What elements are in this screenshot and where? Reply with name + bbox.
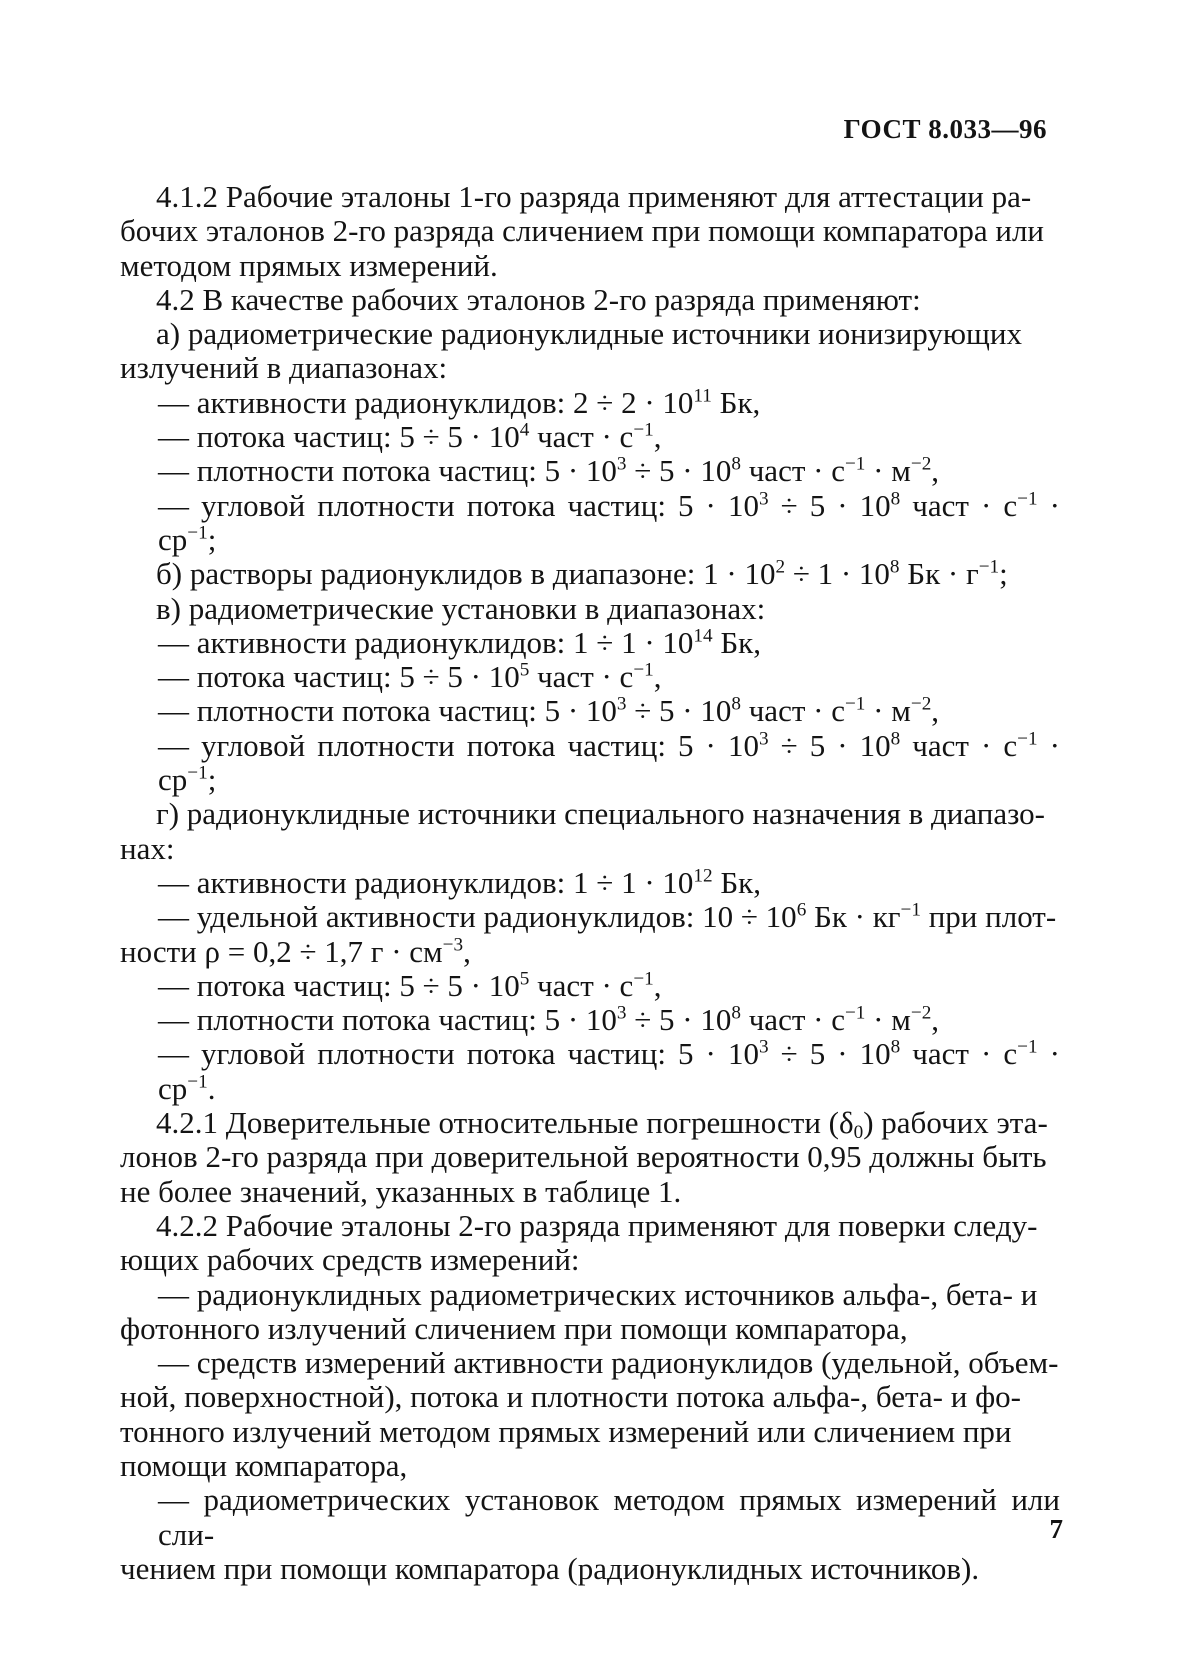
list-item-1-line-2: фотонного излучений сличением при помощи компаратора, bbox=[120, 1310, 908, 1346]
item-a-activity: — активности радионуклидов: $2 \div 2 \cdot 10^{11}$ Бк, bbox=[158, 384, 761, 420]
item-v-flux-density: — плотности потока частиц: $5 \cdot 10^3 \div 5 \cdot 10^8$ част · $с^{-1} \cdot м^{-2}$, bbox=[158, 693, 940, 729]
para-4-2-1-line-1: 4.2.1 Доверительные относительные погрешности $(\delta_0)$ рабочих эта- bbox=[156, 1105, 1048, 1143]
item-a-angular-density: — угловой плотности потока частиц: $5 \cdot 10^3 \div 5 \cdot 10^8$ част · $с^{-1} \cdot ср^{-1}$; bbox=[158, 487, 1060, 557]
list-item-2-line-3: тонного излучений методом прямых измерений или сличением при bbox=[120, 1413, 1012, 1449]
para-4-2-1-line-3: не более значений, указанных в таблице 1. bbox=[120, 1173, 682, 1209]
item-a-flux: — потока частиц: $5 \div 5 \cdot 10^4$ част · $с^{-1}$, bbox=[158, 419, 662, 455]
item-g-activity: — активности радионуклидов: $1 \div 1 \cdot 10^{12}$ Бк, bbox=[158, 864, 761, 900]
list-item-3-line-1: — радиометрических установок методом прямых измерений или сли- bbox=[158, 1482, 1060, 1552]
para-4-2-heading: 4.2 В качестве рабочих эталонов 2-го разряда применяют: bbox=[156, 281, 921, 317]
body-text bbox=[120, 180, 1060, 1586]
item-v-line-1: в) радиометрические установки в диапазонах: bbox=[156, 590, 766, 626]
para-4-1-2-line-3: методом прямых измерений. bbox=[120, 247, 498, 283]
item-g-density-condition: ности ρ = 0,2 ÷ 1,7 $г \cdot см^{-3}$, bbox=[120, 933, 471, 969]
page-number: 7 bbox=[1049, 1514, 1063, 1544]
item-a-flux-density: — плотности потока частиц: $5 \cdot 10^3 \div 5 \cdot 10^8$ част · $с^{-1} \cdot м^{-2}$, bbox=[158, 453, 940, 489]
item-v-activity: — активности радионуклидов: $1 \div 1 \cdot 10^{14}$ Бк, bbox=[158, 624, 761, 660]
list-item-2-line-1: — средств измерений активности радионуклидов (удельной, объем- bbox=[158, 1345, 1059, 1381]
para-4-2-2-line-1: 4.2.2 Рабочие эталоны 2-го разряда применяют для поверки следу- bbox=[156, 1207, 1038, 1243]
para-4-2-1-line-2: лонов 2-го разряда при доверительной вероятности 0,95 должны быть bbox=[120, 1139, 1047, 1175]
item-a-line-2: излучений в диапазонах: bbox=[120, 350, 448, 386]
item-g-flux: — потока частиц: $5 \div 5 \cdot 10^5$ част · $с^{-1}$, bbox=[158, 967, 662, 1003]
para-4-1-2-line-1: 4.1.2 Рабочие эталоны 1-го разряда применяют для аттестации ра- bbox=[156, 179, 1032, 214]
item-b: б) растворы радионуклидов в диапазоне: $1 \cdot 10^2 \div 1 \cdot 10^8$ Бк · $г^{-1}$; bbox=[156, 556, 1008, 592]
list-item-2-line-2: ной, поверхностной), потока и плотности потока альфа-, бета- и фо- bbox=[120, 1379, 1021, 1415]
page-header-doc-code: ГОСТ 8.033—96 bbox=[843, 114, 1047, 144]
item-a-line-1: а) радиометрические радионуклидные источники ионизирующих bbox=[156, 316, 1023, 352]
para-4-1-2-line-2: бочих эталонов 2-го разряда сличением при помощи компаратора или bbox=[120, 213, 1045, 249]
list-item-2-line-4: помощи компаратора, bbox=[120, 1447, 408, 1483]
list-item-1-line-1: — радионуклидных радиометрических источников альфа-, бета- и bbox=[158, 1276, 1038, 1312]
item-g-line-2: нах: bbox=[120, 830, 175, 866]
item-g-flux-density: — плотности потока частиц: $5 \cdot 10^3 \div 5 \cdot 10^8$ част · $с^{-1} \cdot м^{-2}$, bbox=[158, 1002, 940, 1038]
item-v-flux: — потока частиц: $5 \div 5 \cdot 10^5$ част · $с^{-1}$, bbox=[158, 659, 662, 695]
item-g-specific-activity: — удельной активности радионуклидов: $10 \div 10^6$ Бк · $кг^{-1}$ при плот- bbox=[158, 899, 1057, 935]
item-g-angular-density: — угловой плотности потока частиц: $5 \cdot 10^3 \div 5 \cdot 10^8$ част · $с^{-1} \cdot ср^{-1}$. bbox=[158, 1036, 1060, 1106]
item-v-angular-density: — угловой плотности потока частиц: $5 \cdot 10^3 \div 5 \cdot 10^8$ част · $с^{-1} \cdot ср^{-1}$; bbox=[158, 727, 1060, 798]
para-4-2-2-line-2: ющих рабочих средств измерений: bbox=[120, 1242, 580, 1278]
list-item-3-line-2: чением при помощи компаратора (радионуклидных источников). bbox=[120, 1550, 980, 1586]
item-g-line-1: г) радионуклидные источники специального назначения в диапазо- bbox=[156, 796, 1045, 832]
